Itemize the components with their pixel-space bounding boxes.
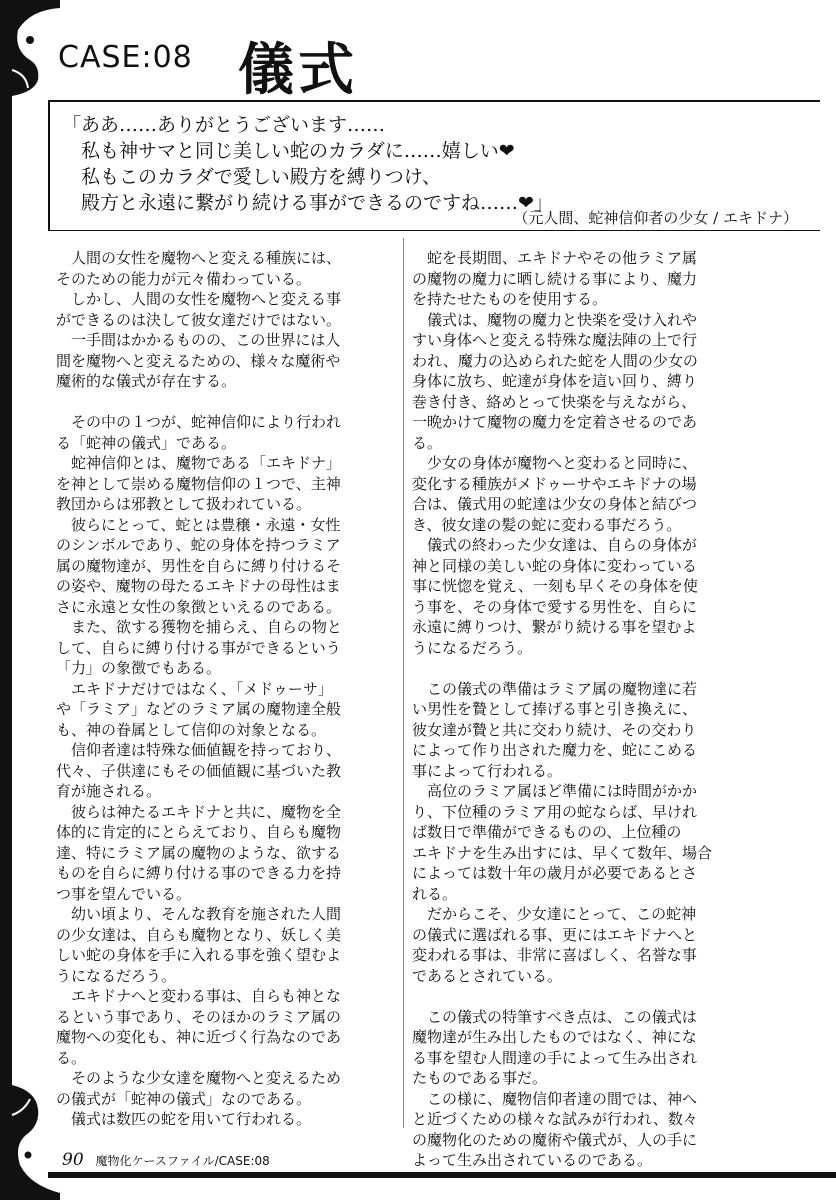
text-line: 魔物への変化も、神に近づく行為なのであ [56, 1028, 342, 1046]
text-line: すい身体へと変える特殊な魔法陣の上で行 [412, 331, 698, 349]
text-line: 魔術的な儀式が存在する。 [56, 372, 237, 390]
text-line: 身体に放ち、蛇達が身体を這い回り、縛り [412, 372, 698, 390]
text-line: 変化する種族がメドゥーサやエキドナの場 [412, 474, 697, 493]
text-line: 儀式は数匹の蛇を用いて行われる。 [56, 1110, 312, 1128]
text-line: 彼らにとって、蛇とは豊穣・永遠・女性 [56, 515, 341, 534]
column-divider [403, 238, 404, 1128]
text-line: しい蛇の身体を手に入れる事を強く望むよ [56, 946, 342, 964]
footer-text: 魔物化ケースファイル/CASE:08 [95, 1154, 270, 1168]
text-line: き、彼女達の髪の蛇に変わる事だろう。 [412, 515, 682, 534]
quote-line: 「ああ……ありがとうございます…… [62, 114, 386, 136]
text-line: の魔物の魔力に晒し続ける事により、魔力 [412, 269, 698, 288]
text-line: 属の魔物達が、男性を自らに縛り付けるそ [56, 556, 342, 575]
text-line: の少女達は、自らも魔物となり、妖しく美 [56, 925, 342, 944]
text-line: つ事を望んでいる。 [56, 884, 192, 903]
text-line: 高位のラミア属ほど準備には時間がかか [412, 782, 698, 800]
quote-box [48, 100, 820, 231]
bottom-corner-ornament [0, 1085, 60, 1200]
text-line: によっては数十年の歳月が必要であるとさ [412, 864, 698, 882]
text-line: そのための能力が元々備わっている。 [56, 269, 311, 288]
text-line: によって作り出された魔力を、蛇にこめる [412, 741, 698, 759]
text-line: る。 [56, 1048, 87, 1067]
text-line: 永遠に縛りつけ、繋がり続ける事を望むよ [412, 618, 697, 636]
text-line: 合は、儀式用の蛇達は少女の身体と結びつ [412, 495, 698, 513]
text-line: 魔物達が生み出したものではなく、神にな [412, 1028, 697, 1046]
text-line: を持たせたものを使用する。 [412, 290, 608, 308]
text-line: 一手間はかかるものの、この世界には人 [56, 331, 341, 349]
left-black-rail [0, 0, 12, 1200]
text-line: 教団からは邪教として扱われている。 [56, 495, 312, 513]
text-line: そのような少女達を魔物へと変えるため [56, 1069, 342, 1087]
text-line: 事によって行われる。 [412, 761, 563, 780]
text-line: のシンボルであり、蛇の身体を持つラミア [56, 536, 341, 554]
text-line: 達、特にラミア属の魔物のような、欲する [56, 843, 342, 862]
text-line: 彼らは神たるエキドナと共に、魔物を全 [56, 802, 342, 821]
text-line: 育が施される。 [56, 782, 162, 800]
quote-line: 殿方と永遠に繋がり続ける事ができるのですね……❤」 [62, 192, 553, 214]
text-line: う事を、その身体で愛する男性を、自らに [412, 597, 698, 616]
text-line: と近づくための様々な試みが行われ、数々 [412, 1110, 698, 1128]
text-line: その中の１つが、蛇神信仰により行われ [56, 413, 342, 431]
case-label: CASE:08 [58, 40, 193, 75]
text-line: 「力」の象徴でもある。 [56, 659, 222, 677]
left-text-column [56, 248, 394, 1130]
text-line: たものである事だ。 [412, 1069, 548, 1087]
text-line: 人間の女性を魔物へと変える種族には、 [56, 249, 342, 267]
page-header [58, 26, 796, 104]
text-line: 信仰者達は特殊な価値観を持っており、 [56, 741, 342, 759]
page-number: 90 [62, 1150, 84, 1170]
text-line: エキドナを生み出すには、早くて数年、場合 [412, 843, 713, 862]
text-line: ものを自らに縛り付ける事のできる力を持 [56, 864, 342, 882]
text-line: や「ラミア」などのラミア属の魔物達全般 [56, 700, 342, 718]
page-footer [62, 1150, 270, 1170]
text-line: を神として崇める魔物信仰の１つで、主神 [56, 474, 341, 493]
text-line: 儀式の終わった少女達は、自らの身体が [412, 536, 697, 554]
text-line: も、神の眷属として信仰の対象となる。 [56, 720, 327, 739]
text-line: 代々、子供達にもその価値観に基づいた教 [56, 761, 342, 780]
text-line: だからこそ、少女達にとって、この蛇神 [412, 905, 697, 923]
text-line: うになるだろう。 [56, 966, 177, 985]
text-line: この儀式の特筆すべき点は、この儀式は [412, 1007, 697, 1026]
text-line: 蛇神信仰とは、魔物である「エキドナ」 [56, 454, 342, 472]
text-line: しかし、人間の女性を魔物へと変える事 [56, 290, 342, 308]
text-line: の儀式が「蛇神の儀式」なのである。 [56, 1089, 312, 1108]
text-line: る事を望む人間達の手によって生み出され [412, 1048, 698, 1067]
text-line: エキドナへと変わる事は、自らも神とな [56, 987, 342, 1005]
text-line: るという事であり、そのほかのラミア属の [56, 1007, 342, 1026]
text-line: 蛇を長期間、エキドナやその他ラミア属 [412, 249, 698, 267]
text-line: の姿や、魔物の母たるエキドナの母性はま [56, 577, 341, 595]
text-line: れる。 [412, 884, 458, 903]
text-line: 彼女達が贄と共に交わり続け、その交わり [412, 720, 697, 739]
text-line: エキドナだけではなく、「メドゥーサ」 [56, 679, 333, 698]
text-line: よって生み出されているのである。 [412, 1151, 653, 1169]
quote-line: 私もこのカラダで愛しい殿方を縛りつけ、 [62, 166, 442, 188]
text-line: 神と同様の美しい蛇の身体に変わっている [412, 556, 697, 575]
text-line: であるとされている。 [412, 966, 563, 985]
text-line: い男性を贄として捧げる事と引き換えに、 [412, 700, 698, 718]
text-line: り、下位種のラミア用の蛇ならば、早けれ [412, 802, 698, 821]
text-line: 儀式は、魔物の魔力と快楽を受け入れや [412, 310, 698, 329]
text-line [56, 392, 394, 413]
text-line: さに永遠と女性の象徴といえるのである。 [56, 597, 342, 616]
page-title: 儀式 [238, 37, 358, 103]
text-line: の魔物化のための魔術や儀式が、人の手に [412, 1130, 698, 1149]
text-line: して、自らに縛り付ける事ができるという [56, 638, 341, 657]
text-line: 巻き付き、絡めとって快楽を与えながら、 [412, 392, 697, 411]
text-line: この様に、魔物信仰者達の間では、神へ [412, 1089, 698, 1108]
text-line: 幼い頃より、そんな教育を施された人間 [56, 905, 342, 923]
text-line: ができるのは決して彼女達だけではない。 [56, 310, 342, 329]
text-line: 少女の身体が魔物へと変わると同時に、 [412, 454, 698, 472]
text-line: 体的に肯定的にとらえており、自らも魔物 [56, 823, 342, 841]
text-line: の儀式に選ばれる事、更にはエキドナへと [412, 925, 698, 944]
text-line: 事に恍惚を覚え、一刻も早くその身体を使 [412, 577, 698, 595]
quote-text [62, 112, 553, 216]
text-line: うになるだろう。 [412, 638, 533, 657]
top-corner-ornament [0, 0, 60, 100]
text-line [412, 658, 752, 679]
text-line: 一晩かけて魔物の魔力を定着させるのであ [412, 413, 698, 431]
quote-attribution: （元人間、蛇神信仰者の少女 / エキドナ） [513, 209, 798, 227]
text-line [412, 986, 752, 1007]
text-line: われ、魔力の込められた蛇を人間の少女の [412, 351, 698, 370]
quote-line: 私も神サマと同じ美しい蛇のカラダに……嬉しい❤ [62, 140, 515, 162]
right-text-column [412, 248, 752, 1171]
text-line: る。 [412, 433, 443, 452]
bottom-rule [48, 1172, 836, 1178]
text-line: 変われる事は、非常に喜ばしく、名誉な事 [412, 946, 697, 964]
text-line: この儀式の準備はラミア属の魔物達に若 [412, 679, 698, 698]
text-line: 間を魔物へと変えるための、様々な魔術や [56, 351, 341, 370]
text-line: ば数日で準備ができるものの、上位種の [412, 823, 682, 841]
text-line: る「蛇神の儀式」である。 [56, 433, 237, 452]
text-line: また、欲する獲物を捕らえ、自らの物と [56, 618, 342, 636]
